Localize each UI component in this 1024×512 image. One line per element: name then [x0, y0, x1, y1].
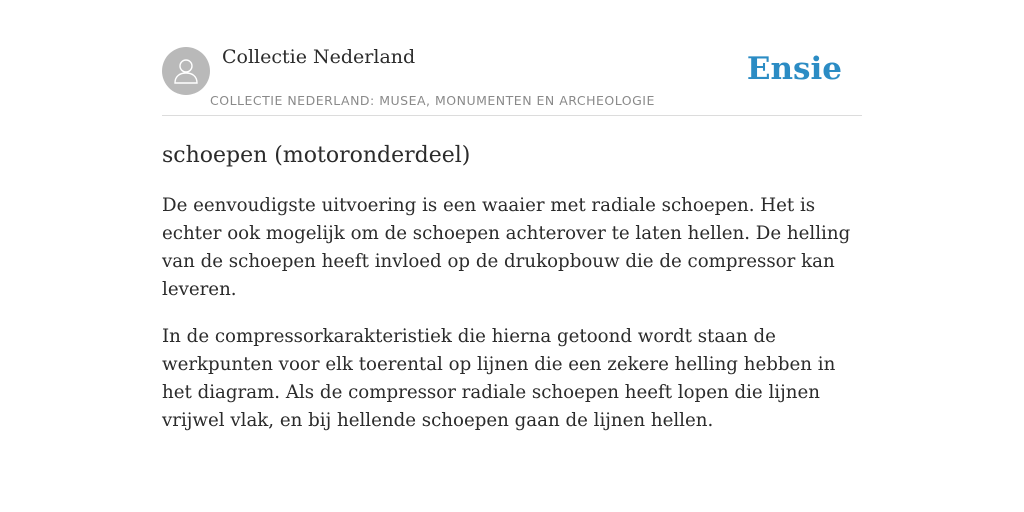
author-avatar[interactable] — [162, 47, 210, 95]
article-title: schoepen (motoronderdeel) — [162, 143, 471, 168]
user-silhouette-icon — [171, 56, 201, 86]
author-subtitle: COLLECTIE NEDERLAND: MUSEA, MONUMENTEN EN ARCHEOLOGIE — [210, 93, 655, 108]
article-paragraph: De eenvoudigste uitvoering is een waaier met radiale schoepen. Het is echter ook mogelijk om de schoepen achterover te laten hellen. De helling van de schoepen heeft invloed op de drukopbouw die de compressor kan leveren. — [162, 195, 851, 300]
article-header — [162, 40, 862, 116]
site-logo[interactable]: Ensie — [746, 51, 842, 87]
article-card — [162, 40, 862, 435]
article-paragraph: In de compressorkarakteristiek die hierna getoond wordt staan de werkpunten voor elk toerental op lijnen die een zekere helling hebben in het diagram. Als de compressor radiale schoepen heeft lopen die lijnen vrijwel vlak, en bij hellende schoepen gaan de lijnen hellen. — [162, 326, 836, 431]
author-name[interactable]: Collectie Nederland — [222, 46, 416, 68]
